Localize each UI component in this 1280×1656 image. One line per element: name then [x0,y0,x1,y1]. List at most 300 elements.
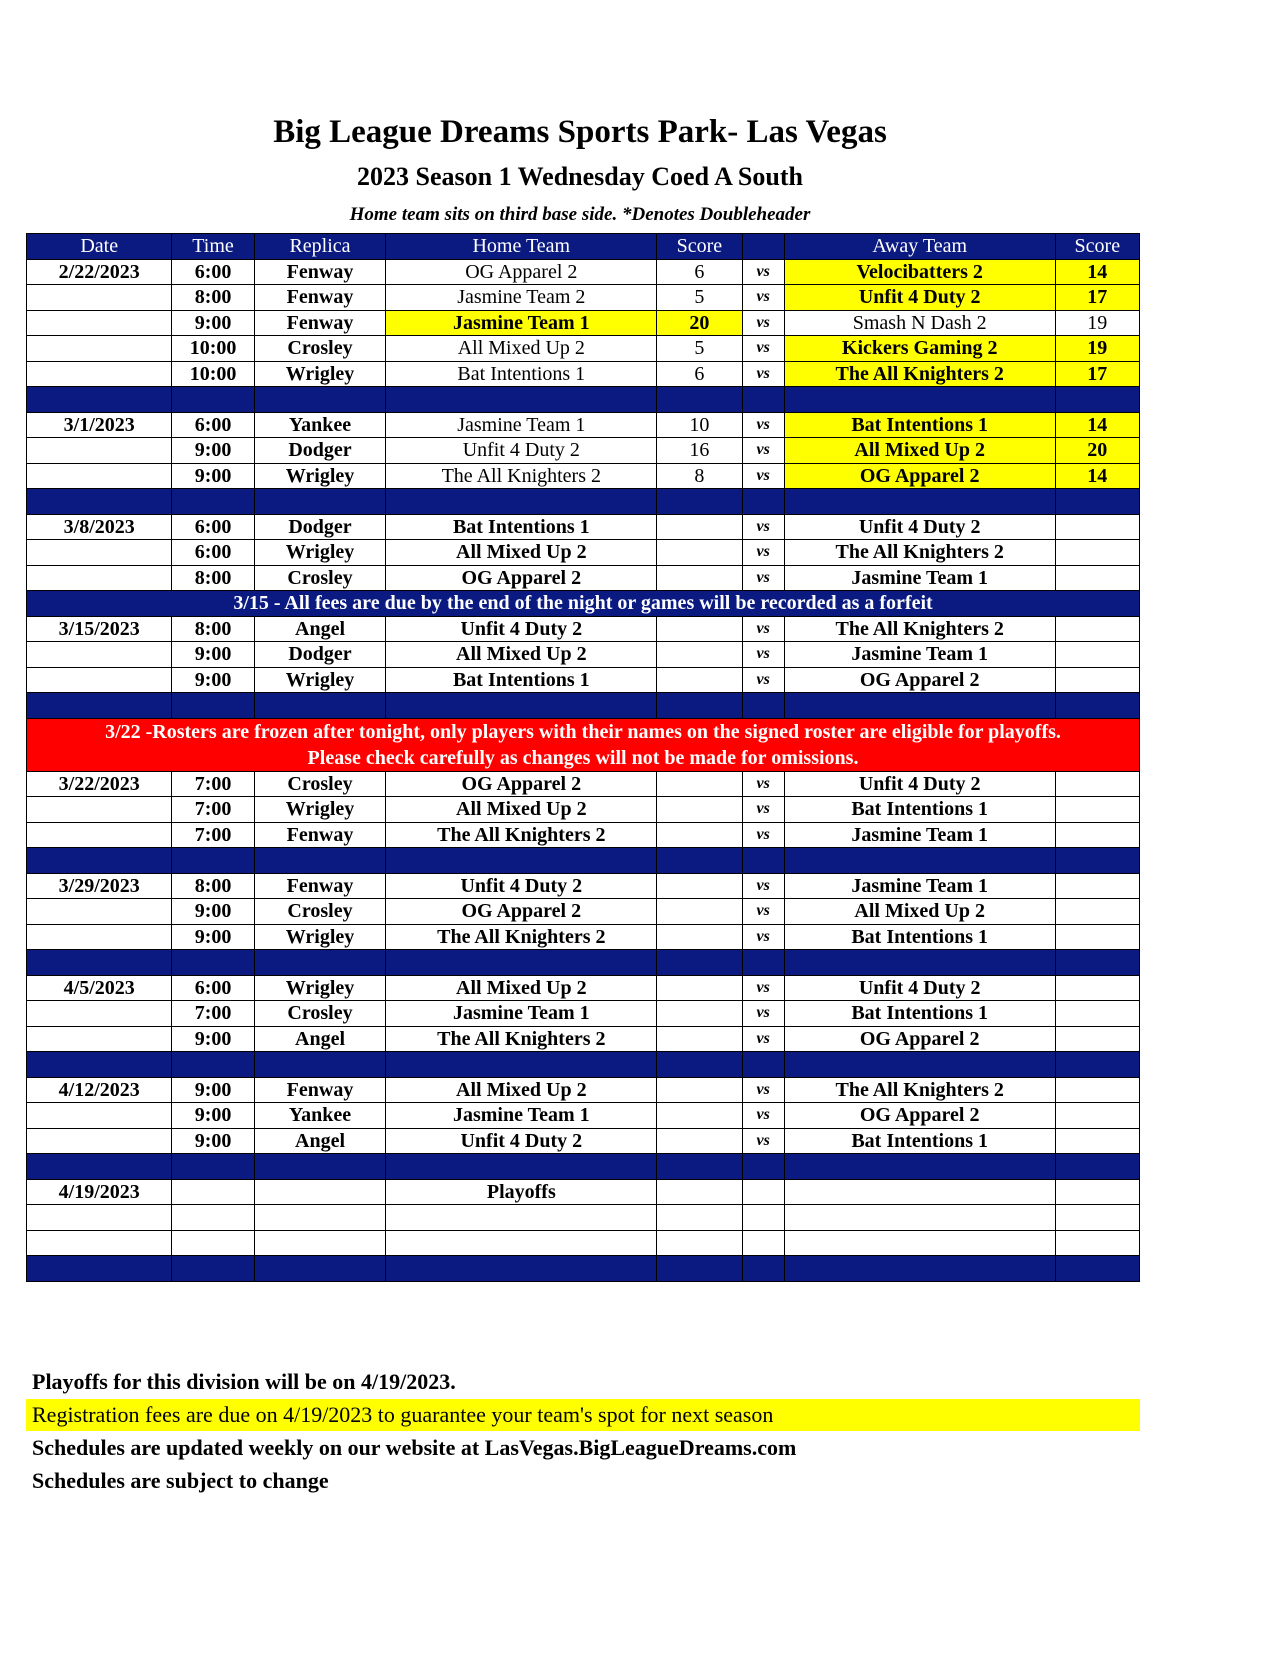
date-cell [27,797,172,823]
home-team-cell: Playoffs [386,1179,657,1205]
separator-cell [742,693,784,719]
home-score-cell [657,797,742,823]
separator-cell [172,1154,254,1180]
home-score-cell: 20 [657,310,742,336]
away-score-cell: 14 [1055,463,1139,489]
field-cell: Crosley [254,771,386,797]
away-team-cell: Unfit 4 Duty 2 [784,285,1055,311]
away-team-cell: Unfit 4 Duty 2 [784,514,1055,540]
separator-cell [254,1154,386,1180]
away-score-cell [1055,822,1139,848]
separator-cell [742,848,784,874]
time-cell: 9:00 [172,924,254,950]
date-cell [27,822,172,848]
field-cell: Crosley [254,899,386,925]
separator-cell [254,387,386,413]
time-cell [172,1205,254,1231]
field-cell: Wrigley [254,463,386,489]
home-score-cell: 10 [657,412,742,438]
vs-cell [742,1179,784,1205]
separator-cell [386,848,657,874]
date-cell [27,310,172,336]
separator-row [27,1154,1140,1180]
home-score-cell [657,540,742,566]
date-cell [27,1205,172,1231]
date-cell [27,667,172,693]
table-row [27,285,1140,311]
time-cell: 6:00 [172,975,254,1001]
away-team-cell: The All Knighters 2 [784,1077,1055,1103]
date-cell [27,540,172,566]
away-score-cell [1055,1128,1139,1154]
away-team-cell: Smash N Dash 2 [784,310,1055,336]
separator-cell [254,1256,386,1282]
separator-cell [172,693,254,719]
time-cell: 8:00 [172,565,254,591]
away-team-cell: OG Apparel 2 [784,1103,1055,1129]
table-row [27,1179,1140,1205]
away-score-cell: 14 [1055,412,1139,438]
vs-cell: vs [742,1077,784,1103]
field-cell: Wrigley [254,924,386,950]
away-team-cell: Jasmine Team 1 [784,873,1055,899]
away-score-cell [1055,1001,1139,1027]
date-cell: 4/19/2023 [27,1179,172,1205]
field-cell: Dodger [254,438,386,464]
field-cell: Fenway [254,310,386,336]
home-score-cell [657,899,742,925]
time-cell: 10:00 [172,336,254,362]
table-row [27,667,1140,693]
separator-cell [657,1154,742,1180]
time-cell: 6:00 [172,540,254,566]
date-cell [27,336,172,362]
separator-cell [386,387,657,413]
col-header-home-score: Score [657,234,742,260]
field-cell: Yankee [254,1103,386,1129]
home-score-cell [657,1026,742,1052]
home-score-cell: 6 [657,259,742,285]
home-score-cell [657,1179,742,1205]
separator-cell [657,693,742,719]
away-score-cell: 19 [1055,336,1139,362]
date-cell [27,924,172,950]
table-row [27,1230,1140,1256]
page-title: Big League Dreams Sports Park- Las Vegas [273,114,887,150]
field-cell [254,1230,386,1256]
time-cell [172,1230,254,1256]
table-row [27,822,1140,848]
table-row [27,336,1140,362]
away-team-cell: Bat Intentions 1 [784,924,1055,950]
away-team-cell: Bat Intentions 1 [784,797,1055,823]
away-team-cell: Jasmine Team 1 [784,565,1055,591]
time-cell: 9:00 [172,642,254,668]
field-cell: Angel [254,616,386,642]
roster-warning-row [27,718,1140,771]
home-score-cell [657,1128,742,1154]
vs-cell: vs [742,797,784,823]
separator-cell [27,1256,172,1282]
table-header [27,234,1140,260]
time-cell: 7:00 [172,771,254,797]
vs-cell: vs [742,412,784,438]
home-team-cell: Unfit 4 Duty 2 [386,616,657,642]
home-team-cell: OG Apparel 2 [386,565,657,591]
separator-cell [172,950,254,976]
field-cell [254,1179,386,1205]
home-team-cell: All Mixed Up 2 [386,797,657,823]
home-team-cell: OG Apparel 2 [386,771,657,797]
separator-cell [742,1154,784,1180]
away-team-cell: All Mixed Up 2 [784,438,1055,464]
separator-cell [386,1154,657,1180]
vs-cell: vs [742,975,784,1001]
home-score-cell [657,1205,742,1231]
separator-row [27,1052,1140,1078]
table-row [27,616,1140,642]
page-note: Home team sits on third base side. *Denotes Doubleheader [349,204,811,225]
field-cell: Crosley [254,1001,386,1027]
col-header-replica: Replica [254,234,386,260]
vs-cell: vs [742,285,784,311]
away-team-cell: The All Knighters 2 [784,540,1055,566]
away-score-cell [1055,1205,1139,1231]
away-team-cell: Bat Intentions 1 [784,1128,1055,1154]
table-row [27,463,1140,489]
field-cell: Fenway [254,873,386,899]
vs-cell: vs [742,514,784,540]
col-header-home-team: Home Team [386,234,657,260]
away-team-cell: Unfit 4 Duty 2 [784,975,1055,1001]
date-cell: 2/22/2023 [27,259,172,285]
home-team-cell: All Mixed Up 2 [386,1077,657,1103]
vs-cell: vs [742,667,784,693]
home-score-cell [657,667,742,693]
separator-cell [254,950,386,976]
away-team-cell: All Mixed Up 2 [784,899,1055,925]
home-team-cell: Jasmine Team 2 [386,285,657,311]
separator-cell [657,950,742,976]
home-team-cell: The All Knighters 2 [386,822,657,848]
schedule-body [27,259,1140,1281]
vs-cell: vs [742,616,784,642]
separator-cell [657,1052,742,1078]
field-cell: Fenway [254,1077,386,1103]
vs-cell: vs [742,822,784,848]
separator-cell [1055,387,1139,413]
field-cell: Angel [254,1128,386,1154]
table-row [27,259,1140,285]
home-score-cell: 16 [657,438,742,464]
time-cell: 8:00 [172,285,254,311]
separator-cell [1055,489,1139,515]
separator-cell [657,387,742,413]
separator-cell [172,1256,254,1282]
away-score-cell [1055,899,1139,925]
field-cell: Crosley [254,565,386,591]
home-score-cell [657,1077,742,1103]
home-score-cell [657,514,742,540]
separator-cell [784,1154,1055,1180]
time-cell: 9:00 [172,899,254,925]
away-team-cell: Jasmine Team 1 [784,642,1055,668]
separator-cell [254,489,386,515]
vs-cell: vs [742,463,784,489]
table-row [27,565,1140,591]
time-cell: 9:00 [172,1026,254,1052]
away-score-cell [1055,616,1139,642]
time-cell [172,1179,254,1205]
home-team-cell: Bat Intentions 1 [386,514,657,540]
separator-cell [386,1052,657,1078]
home-score-cell: 6 [657,361,742,387]
vs-cell: vs [742,873,784,899]
col-header-vs [742,234,784,260]
away-score-cell [1055,1077,1139,1103]
fee-notice-text: 3/15 - All fees are due by the end of the night or games will be recorded as a forfeit [27,591,1140,617]
home-score-cell [657,1001,742,1027]
away-team-cell: Bat Intentions 1 [784,1001,1055,1027]
table-row [27,1205,1140,1231]
date-cell: 3/1/2023 [27,412,172,438]
field-cell: Dodger [254,514,386,540]
separator-cell [1055,1052,1139,1078]
home-team-cell: OG Apparel 2 [386,259,657,285]
away-score-cell [1055,1103,1139,1129]
vs-cell [742,1205,784,1231]
time-cell: 7:00 [172,1001,254,1027]
footer-registration-note: Registration fees are due on 4/19/2023 to guarantee your team's spot for next season [26,1399,1140,1431]
separator-cell [27,1154,172,1180]
vs-cell [742,1230,784,1256]
vs-cell: vs [742,259,784,285]
home-team-cell: The All Knighters 2 [386,1026,657,1052]
home-team-cell [386,1230,657,1256]
home-team-cell [386,1205,657,1231]
field-cell: Wrigley [254,975,386,1001]
vs-cell: vs [742,1103,784,1129]
date-cell [27,361,172,387]
away-team-cell: The All Knighters 2 [784,616,1055,642]
time-cell: 7:00 [172,797,254,823]
separator-row [27,693,1140,719]
separator-cell [784,950,1055,976]
away-team-cell: Kickers Gaming 2 [784,336,1055,362]
home-score-cell [657,616,742,642]
away-team-cell [784,1205,1055,1231]
date-cell: 4/12/2023 [27,1077,172,1103]
table-row [27,975,1140,1001]
time-cell: 9:00 [172,438,254,464]
separator-cell [27,950,172,976]
home-team-cell: Unfit 4 Duty 2 [386,873,657,899]
separator-cell [386,1256,657,1282]
away-team-cell: OG Apparel 2 [784,667,1055,693]
table-row [27,1001,1140,1027]
table-row [27,361,1140,387]
vs-cell: vs [742,1026,784,1052]
separator-cell [386,693,657,719]
separator-cell [742,1052,784,1078]
col-header-date: Date [27,234,172,260]
date-cell [27,463,172,489]
date-cell: 3/22/2023 [27,771,172,797]
separator-cell [172,1052,254,1078]
date-cell [27,438,172,464]
separator-cell [27,1052,172,1078]
separator-cell [742,387,784,413]
date-cell [27,1026,172,1052]
separator-row [27,848,1140,874]
separator-cell [784,693,1055,719]
col-header-time: Time [172,234,254,260]
separator-cell [1055,848,1139,874]
time-cell: 9:00 [172,463,254,489]
away-team-cell: OG Apparel 2 [784,1026,1055,1052]
time-cell: 6:00 [172,514,254,540]
field-cell: Fenway [254,822,386,848]
field-cell: Fenway [254,285,386,311]
away-team-cell [784,1179,1055,1205]
away-team-cell [784,1230,1055,1256]
separator-cell [784,387,1055,413]
home-team-cell: All Mixed Up 2 [386,642,657,668]
away-score-cell: 17 [1055,285,1139,311]
home-score-cell: 5 [657,285,742,311]
away-score-cell [1055,771,1139,797]
date-cell [27,285,172,311]
separator-cell [27,848,172,874]
away-score-cell: 17 [1055,361,1139,387]
table-row [27,1103,1140,1129]
vs-cell: vs [742,771,784,797]
vs-cell: vs [742,1001,784,1027]
home-team-cell: Jasmine Team 1 [386,310,657,336]
table-row [27,438,1140,464]
table-row [27,899,1140,925]
home-score-cell [657,1103,742,1129]
table-row [27,771,1140,797]
home-team-cell: Unfit 4 Duty 2 [386,438,657,464]
separator-cell [742,1256,784,1282]
separator-cell [742,489,784,515]
home-team-cell: All Mixed Up 2 [386,975,657,1001]
table-row [27,924,1140,950]
table-row [27,1026,1140,1052]
field-cell: Wrigley [254,797,386,823]
col-header-away-score: Score [1055,234,1139,260]
time-cell: 9:00 [172,1077,254,1103]
home-score-cell [657,975,742,1001]
fee-notice-row [27,591,1140,617]
home-score-cell [657,873,742,899]
vs-cell: vs [742,310,784,336]
home-score-cell: 5 [657,336,742,362]
home-team-cell: OG Apparel 2 [386,899,657,925]
separator-cell [784,848,1055,874]
field-cell: Dodger [254,642,386,668]
separator-cell [254,848,386,874]
separator-cell [784,489,1055,515]
home-team-cell: The All Knighters 2 [386,463,657,489]
home-team-cell: Jasmine Team 1 [386,1001,657,1027]
away-score-cell [1055,565,1139,591]
away-score-cell: 20 [1055,438,1139,464]
away-score-cell [1055,540,1139,566]
away-score-cell [1055,642,1139,668]
field-cell: Wrigley [254,361,386,387]
separator-row [27,387,1140,413]
vs-cell: vs [742,336,784,362]
home-score-cell [657,822,742,848]
away-score-cell: 19 [1055,310,1139,336]
roster-warning-line2: Please check carefully as changes will not be made for omissions. [307,746,859,769]
vs-cell: vs [742,924,784,950]
vs-cell: vs [742,361,784,387]
page-subtitle: 2023 Season 1 Wednesday Coed A South [357,162,803,191]
time-cell: 8:00 [172,873,254,899]
date-cell: 3/29/2023 [27,873,172,899]
separator-cell [1055,1256,1139,1282]
time-cell: 6:00 [172,259,254,285]
home-team-cell: Jasmine Team 1 [386,412,657,438]
vs-cell: vs [742,565,784,591]
table-row [27,1077,1140,1103]
table-row [27,1128,1140,1154]
separator-cell [1055,693,1139,719]
separator-cell [657,1256,742,1282]
field-cell: Wrigley [254,540,386,566]
time-cell: 9:00 [172,667,254,693]
date-cell [27,1001,172,1027]
home-team-cell: All Mixed Up 2 [386,540,657,566]
time-cell: 8:00 [172,616,254,642]
field-cell: Wrigley [254,667,386,693]
time-cell: 9:00 [172,1128,254,1154]
away-team-cell: OG Apparel 2 [784,463,1055,489]
footer-playoffs-note: Playoffs for this division will be on 4/19/2023. [32,1369,456,1394]
schedule-table [26,233,1140,1282]
separator-row [27,489,1140,515]
home-team-cell: Jasmine Team 1 [386,1103,657,1129]
date-cell [27,1230,172,1256]
table-row [27,642,1140,668]
away-score-cell: 14 [1055,259,1139,285]
away-score-cell [1055,1026,1139,1052]
date-cell [27,1103,172,1129]
vs-cell: vs [742,438,784,464]
table-row [27,540,1140,566]
separator-cell [254,693,386,719]
separator-cell [27,693,172,719]
separator-cell [784,1256,1055,1282]
footer-change-note: Schedules are subject to change [32,1468,329,1493]
field-cell [254,1205,386,1231]
separator-cell [657,489,742,515]
roster-warning-line1: 3/22 -Rosters are frozen after tonight, only players with their names on the signed roster are eligible for playoffs. [105,720,1061,743]
home-team-cell: All Mixed Up 2 [386,336,657,362]
table-row [27,797,1140,823]
table-row [27,412,1140,438]
separator-cell [27,489,172,515]
footer-website-note: Schedules are updated weekly on our website at LasVegas.BigLeagueDreams.com [32,1435,797,1460]
home-team-cell: Bat Intentions 1 [386,667,657,693]
table-row [27,873,1140,899]
date-cell [27,565,172,591]
home-score-cell [657,565,742,591]
date-cell [27,642,172,668]
